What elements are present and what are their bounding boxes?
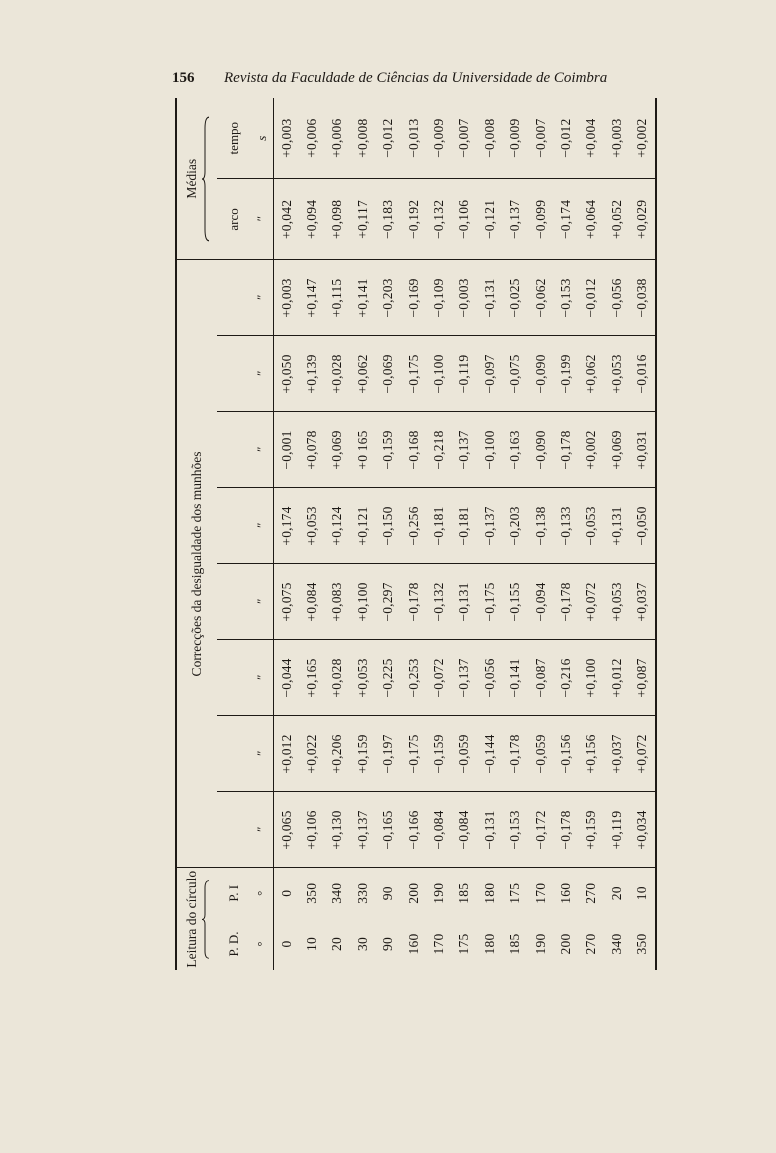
- cell-c8: +0,141: [350, 260, 375, 336]
- cell-arc: −0,174: [553, 179, 578, 260]
- cell-c2: −0,144: [477, 716, 502, 792]
- cell-c2: −0,059: [528, 716, 553, 792]
- table-row: [401, 98, 426, 970]
- cell-c4: −0,178: [553, 564, 578, 640]
- cell-c2: +0,072: [629, 716, 655, 792]
- cell-pi: 330: [354, 882, 370, 904]
- cell-c5: +0,174: [274, 488, 300, 564]
- cell-pi: 170: [532, 882, 548, 904]
- cell-c3: −0,044: [274, 640, 300, 716]
- cell-c7: −0,119: [452, 336, 477, 412]
- cell-c3: −0,216: [553, 640, 578, 716]
- cell-c4: −0,131: [452, 564, 477, 640]
- cell-c2: −0,159: [426, 716, 451, 792]
- cell-c8: −0,025: [503, 260, 528, 336]
- cell-c3: −0,137: [452, 640, 477, 716]
- cell-c2: −0,197: [376, 716, 401, 792]
- cell-c8: −0,003: [452, 260, 477, 336]
- cell-c6: −0,178: [553, 412, 578, 488]
- cell-c1: −0,153: [503, 792, 528, 868]
- cell-c7: +0,062: [579, 336, 604, 412]
- cell-pd: 160: [405, 933, 421, 955]
- cell-c7: +0,062: [350, 336, 375, 412]
- c2-unit: ″: [251, 716, 274, 792]
- cell-pi: 350: [304, 882, 320, 904]
- cell-c5: −0,181: [452, 488, 477, 564]
- cell-c8: −0,131: [477, 260, 502, 336]
- cell-c8: −0,062: [528, 260, 553, 336]
- cell-c6: +0,078: [299, 412, 324, 488]
- table-row: [477, 98, 502, 970]
- cell-c4: +0,072: [579, 564, 604, 640]
- cell-c3: +0,028: [325, 640, 350, 716]
- cell-c6: −0,163: [503, 412, 528, 488]
- cell-c1: +0,106: [299, 792, 324, 868]
- cell-pd: 170: [431, 933, 447, 955]
- arc-header: arco: [217, 179, 251, 260]
- cell-c6: −0,168: [401, 412, 426, 488]
- cell-c4: −0,132: [426, 564, 451, 640]
- cell-c5: −0,133: [553, 488, 578, 564]
- pi-header: P. I: [226, 884, 241, 902]
- cell-c8: −0,056: [604, 260, 629, 336]
- cell-pi: 90: [380, 886, 396, 901]
- cell-c4: +0,053: [604, 564, 629, 640]
- table-row: [553, 98, 578, 970]
- cell-c1: +0,119: [604, 792, 629, 868]
- cell-pi: 180: [481, 882, 497, 904]
- cell-time: −0,008: [477, 98, 502, 179]
- cell-arc: +0,064: [579, 179, 604, 260]
- cell-pi: 270: [583, 882, 599, 904]
- cell-pi: 160: [557, 882, 573, 904]
- cell-c2: −0,156: [553, 716, 578, 792]
- cell-pd: 190: [532, 933, 548, 955]
- cell-time: −0,013: [401, 98, 426, 179]
- cell-c2: +0,206: [325, 716, 350, 792]
- means-group-label: Médias: [184, 158, 199, 199]
- cell-c8: −0,169: [401, 260, 426, 336]
- cell-c3: +0,165: [299, 640, 324, 716]
- corrections-group-label: Correcções da desigualdade dos munhões: [189, 451, 204, 677]
- cell-c6: −0,090: [528, 412, 553, 488]
- table-row: [503, 98, 528, 970]
- cell-time: +0,003: [604, 98, 629, 179]
- cell-c4: +0,083: [325, 564, 350, 640]
- cell-c3: −0,072: [426, 640, 451, 716]
- cell-arc: −0,099: [528, 179, 553, 260]
- cell-c8: −0,109: [426, 260, 451, 336]
- table-row: [376, 98, 401, 970]
- cell-c7: +0,028: [325, 336, 350, 412]
- cell-c5: −0,137: [477, 488, 502, 564]
- cell-c8: −0,038: [629, 260, 655, 336]
- cell-arc: +0,117: [350, 179, 375, 260]
- cell-c1: +0,034: [629, 792, 655, 868]
- cell-time: +0,006: [325, 98, 350, 179]
- cell-c4: +0,037: [629, 564, 655, 640]
- cell-c6: +0,069: [325, 412, 350, 488]
- cell-c2: +0,159: [350, 716, 375, 792]
- cell-pd: 10: [304, 937, 320, 951]
- reading-group-label: Leitura do círculo: [184, 870, 199, 968]
- cell-arc: +0,052: [604, 179, 629, 260]
- cell-c8: +0,115: [325, 260, 350, 336]
- pi-unit: °: [251, 868, 274, 918]
- cell-c6: +0 165: [350, 412, 375, 488]
- cell-pi: 0: [278, 889, 294, 897]
- c7-unit: ″: [251, 336, 274, 412]
- means-brace: [202, 116, 210, 242]
- cell-c2: −0,059: [452, 716, 477, 792]
- cell-pi: 10: [629, 868, 655, 918]
- table-row: [350, 98, 375, 970]
- cell-arc: −0,106: [452, 179, 477, 260]
- cell-c1: +0,065: [274, 792, 300, 868]
- table-row: [629, 98, 655, 970]
- cell-time: +0,008: [350, 98, 375, 179]
- cell-pd: 340: [608, 933, 624, 955]
- cell-c7: −0,090: [528, 336, 553, 412]
- cell-c3: +0,012: [604, 640, 629, 716]
- cell-pd: 350: [629, 918, 655, 970]
- cell-c4: −0,297: [376, 564, 401, 640]
- cell-c7: −0,069: [376, 336, 401, 412]
- cell-c5: −0,203: [503, 488, 528, 564]
- cell-pi: 200: [405, 882, 421, 904]
- trunnion-corrections-table: [175, 98, 657, 970]
- cell-time: +0,006: [299, 98, 324, 179]
- cell-c5: +0,124: [325, 488, 350, 564]
- cell-c1: −0,166: [401, 792, 426, 868]
- cell-time: +0,002: [629, 98, 655, 179]
- cell-c1: +0,130: [325, 792, 350, 868]
- cell-pd: 0: [278, 940, 294, 948]
- cell-c1: −0,084: [426, 792, 451, 868]
- cell-arc: +0,042: [274, 179, 300, 260]
- cell-time: −0,009: [426, 98, 451, 179]
- cell-c7: +0,139: [299, 336, 324, 412]
- cell-c7: +0,050: [274, 336, 300, 412]
- cell-pi: 340: [329, 882, 345, 904]
- c6-unit: ″: [251, 412, 274, 488]
- cell-pd: 175: [456, 933, 472, 955]
- cell-c1: −0,131: [477, 792, 502, 868]
- cell-c5: +0,121: [350, 488, 375, 564]
- cell-c7: −0,016: [629, 336, 655, 412]
- cell-c7: +0,053: [604, 336, 629, 412]
- cell-c1: −0,172: [528, 792, 553, 868]
- cell-c5: −0,181: [426, 488, 451, 564]
- c1-unit: ″: [251, 792, 274, 868]
- cell-pd: 270: [583, 933, 599, 955]
- cell-c2: +0,012: [274, 716, 300, 792]
- page-number: 156: [172, 70, 195, 86]
- cell-c4: −0,178: [401, 564, 426, 640]
- cell-c8: +0,003: [274, 260, 300, 336]
- cell-c5: −0,138: [528, 488, 553, 564]
- cell-time: +0,004: [579, 98, 604, 179]
- cell-time: −0,007: [528, 98, 553, 179]
- cell-pi: 185: [456, 882, 472, 904]
- cell-c8: −0,153: [553, 260, 578, 336]
- cell-c8: +0,147: [299, 260, 324, 336]
- cell-c2: −0,175: [401, 716, 426, 792]
- cell-pd: 180: [481, 933, 497, 955]
- c8-unit: ″: [251, 260, 274, 336]
- cell-pi: 20: [608, 886, 624, 901]
- cell-c2: −0,178: [503, 716, 528, 792]
- cell-c2: +0,022: [299, 716, 324, 792]
- cell-time: −0,012: [376, 98, 401, 179]
- cell-c3: +0,087: [629, 640, 655, 716]
- cell-arc: +0,098: [325, 179, 350, 260]
- cell-c1: −0,165: [376, 792, 401, 868]
- cell-time: −0,007: [452, 98, 477, 179]
- cell-c7: −0,097: [477, 336, 502, 412]
- cell-pd: 30: [354, 937, 370, 951]
- rotated-table-frame: [175, 118, 650, 970]
- cell-c5: −0,053: [579, 488, 604, 564]
- cell-c4: +0,100: [350, 564, 375, 640]
- table-row: [579, 98, 604, 970]
- cell-c6: +0,002: [579, 412, 604, 488]
- rotated-table-container: [175, 118, 650, 970]
- cell-c3: −0,225: [376, 640, 401, 716]
- cell-arc: −0,183: [376, 179, 401, 260]
- cell-c2: +0,156: [579, 716, 604, 792]
- cell-arc: −0,121: [477, 179, 502, 260]
- cell-c3: −0,141: [503, 640, 528, 716]
- table-row: [452, 98, 477, 970]
- cell-arc: −0,132: [426, 179, 451, 260]
- cell-time: +0,003: [274, 98, 300, 179]
- cell-c5: +0,053: [299, 488, 324, 564]
- cell-c1: −0,178: [553, 792, 578, 868]
- corrections-group-header: [176, 260, 217, 868]
- cell-arc: −0,137: [503, 179, 528, 260]
- reading-brace: [202, 880, 210, 959]
- cell-arc: +0,029: [629, 179, 655, 260]
- cell-c4: +0,084: [299, 564, 324, 640]
- cell-c4: +0,075: [274, 564, 300, 640]
- table-row: [325, 98, 350, 970]
- cell-c8: −0,203: [376, 260, 401, 336]
- cell-c7: −0,100: [426, 336, 451, 412]
- cell-pd: 185: [507, 933, 523, 955]
- cell-c6: −0,159: [376, 412, 401, 488]
- cell-c4: −0,094: [528, 564, 553, 640]
- cell-pd: 20: [329, 937, 345, 951]
- cell-c7: −0,175: [401, 336, 426, 412]
- table-row: [528, 98, 553, 970]
- cell-c5: −0,050: [629, 488, 655, 564]
- cell-pi: 190: [431, 882, 447, 904]
- journal-title: Revista da Faculdade de Ciências da Universidade de Coimbra: [224, 70, 608, 86]
- cell-c6: −0,001: [274, 412, 300, 488]
- cell-pd: 90: [380, 937, 396, 951]
- c3-unit: ″: [251, 640, 274, 716]
- means-group-header: [176, 98, 217, 260]
- table-row: [604, 98, 629, 970]
- cell-time: −0,009: [503, 98, 528, 179]
- cell-arc: −0,192: [401, 179, 426, 260]
- cell-arc: +0,094: [299, 179, 324, 260]
- cell-c7: −0,075: [503, 336, 528, 412]
- time-header: tempo: [217, 98, 251, 179]
- c4-unit: ″: [251, 564, 274, 640]
- cell-c5: +0,131: [604, 488, 629, 564]
- table-row: [426, 98, 451, 970]
- table-body: [274, 98, 656, 970]
- cell-c4: −0,175: [477, 564, 502, 640]
- cell-c6: +0,031: [629, 412, 655, 488]
- time-unit: s: [251, 98, 274, 179]
- cell-c1: +0,159: [579, 792, 604, 868]
- table-row: [274, 98, 300, 970]
- c5-unit: ″: [251, 488, 274, 564]
- cell-c5: −0,150: [376, 488, 401, 564]
- cell-c1: −0,084: [452, 792, 477, 868]
- cell-c6: −0,218: [426, 412, 451, 488]
- cell-c6: −0,100: [477, 412, 502, 488]
- pd-unit: °: [251, 918, 274, 970]
- cell-c3: −0,087: [528, 640, 553, 716]
- cell-pi: 175: [507, 882, 523, 904]
- cell-c8: −0,012: [579, 260, 604, 336]
- cell-c1: +0,137: [350, 792, 375, 868]
- reading-group-header: [176, 868, 217, 970]
- cell-c3: −0,253: [401, 640, 426, 716]
- cell-pd: 200: [557, 933, 573, 955]
- table-row: [299, 98, 324, 970]
- cell-time: −0,012: [553, 98, 578, 179]
- cell-c3: +0,053: [350, 640, 375, 716]
- cell-c4: −0,155: [503, 564, 528, 640]
- cell-c5: −0,256: [401, 488, 426, 564]
- pd-header: P. D.: [226, 931, 241, 957]
- cell-c6: +0,069: [604, 412, 629, 488]
- cell-c3: −0,056: [477, 640, 502, 716]
- cell-c7: −0,199: [553, 336, 578, 412]
- cell-c3: +0,100: [579, 640, 604, 716]
- cell-c6: −0,137: [452, 412, 477, 488]
- arc-unit: ″: [251, 179, 274, 260]
- cell-c2: +0,037: [604, 716, 629, 792]
